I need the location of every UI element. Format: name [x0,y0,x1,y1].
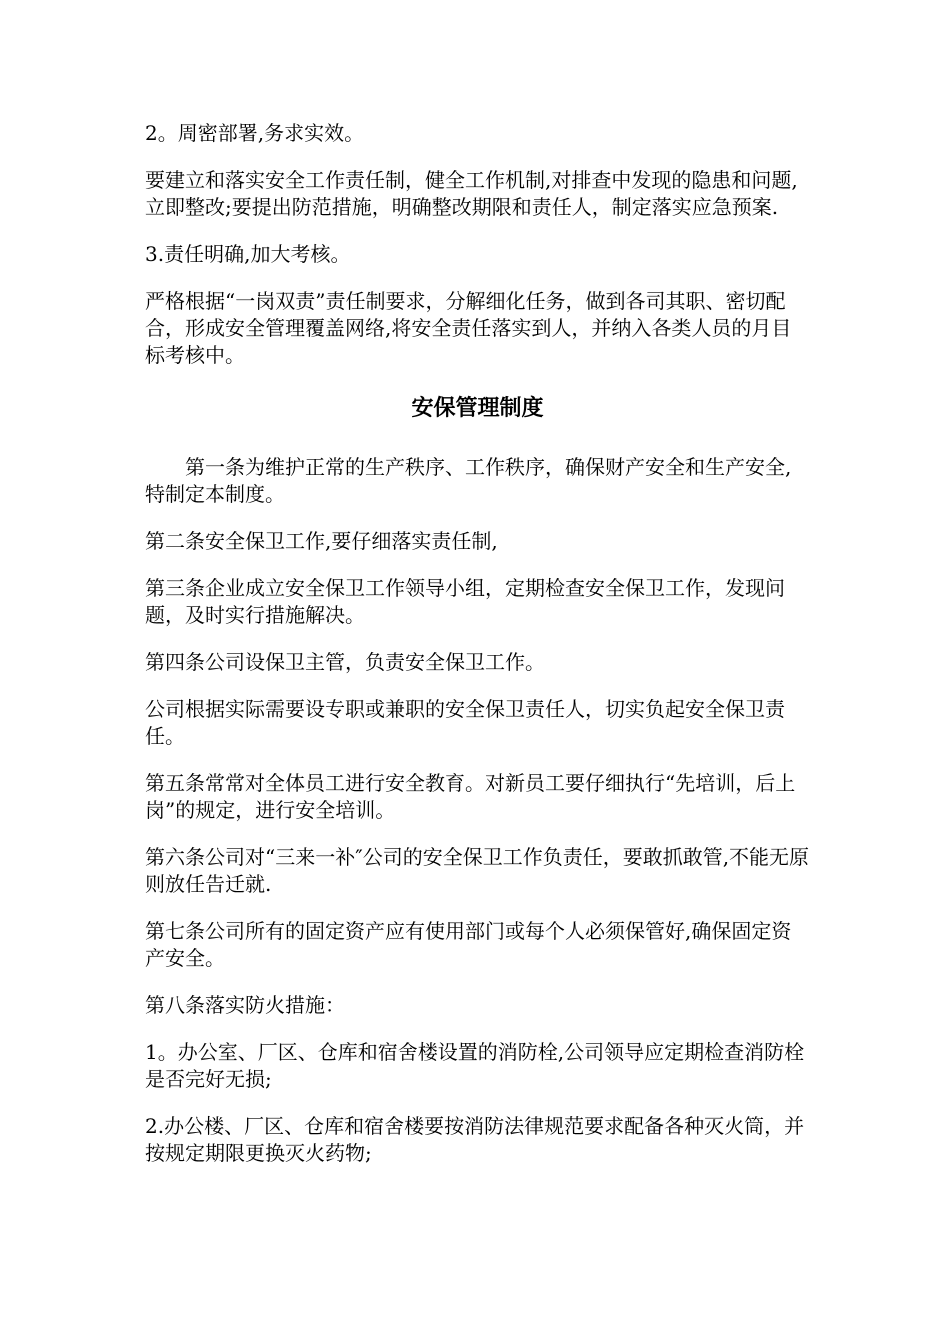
paragraph: 要建立和落实安全工作责任制，健全工作机制,对排查中发现的隐患和问题,立即整改;要提出防范措施，明确整改期限和责任人，制定落实应急预案. [145,168,798,219]
paragraph: 第四条公司设保卫主管，负责安全保卫工作。 [145,650,545,674]
paragraph: 2。周密部署,务求实效。 [145,121,365,145]
paragraph: 严格根据“一岗双责”责任制要求，分解细化任务，做到各司其职、密切配合，形成安全管理覆盖网络,将安全责任落实到人，并纳入各类人员的月目标考核中。 [145,289,792,367]
paragraph: 第七条公司所有的固定资产应有使用部门或每个人必须保管好,确保固定资产安全。 [145,919,792,970]
paragraph: 第二条安全保卫工作,要仔细落实责任制, [145,529,498,553]
section-title: 安保管理制度 [411,396,544,421]
document-body [145,120,810,1187]
paragraph: 2.办公楼、厂区、仓库和宿舍楼要按消防法律规范要求配备各种灭火筒，并按规定期限更换灭火药物; [145,1114,805,1165]
paragraph: 第三条企业成立安全保卫工作领导小组，定期检查安全保卫工作，发现问题，及时实行措施解决。 [145,576,785,627]
paragraph: 第一条为维护正常的生产秩序、工作秩序，确保财产安全和生产安全,特制定本制度。 [145,455,792,506]
paragraph: 公司根据实际需要设专职或兼职的安全保卫责任人，切实负起安全保卫责任。 [145,697,785,748]
paragraph: 3.责任明确,加大考核。 [145,242,351,266]
paragraph: 第六条公司对“三来一补″公司的安全保卫工作负责任，要敢抓敢管,不能无原则放任告迁就. [145,845,810,896]
paragraph: 第五条常常对全体员工进行安全教育。对新员工要仔细执行“先培训，后上岗”的规定，进行安全培训。 [145,771,796,822]
paragraph: 第八条落实防火措施： [145,993,345,1017]
paragraph: 1。办公室、厂区、仓库和宿舍楼设置的消防栓,公司领导应定期检查消防栓是否完好无损; [145,1040,805,1091]
